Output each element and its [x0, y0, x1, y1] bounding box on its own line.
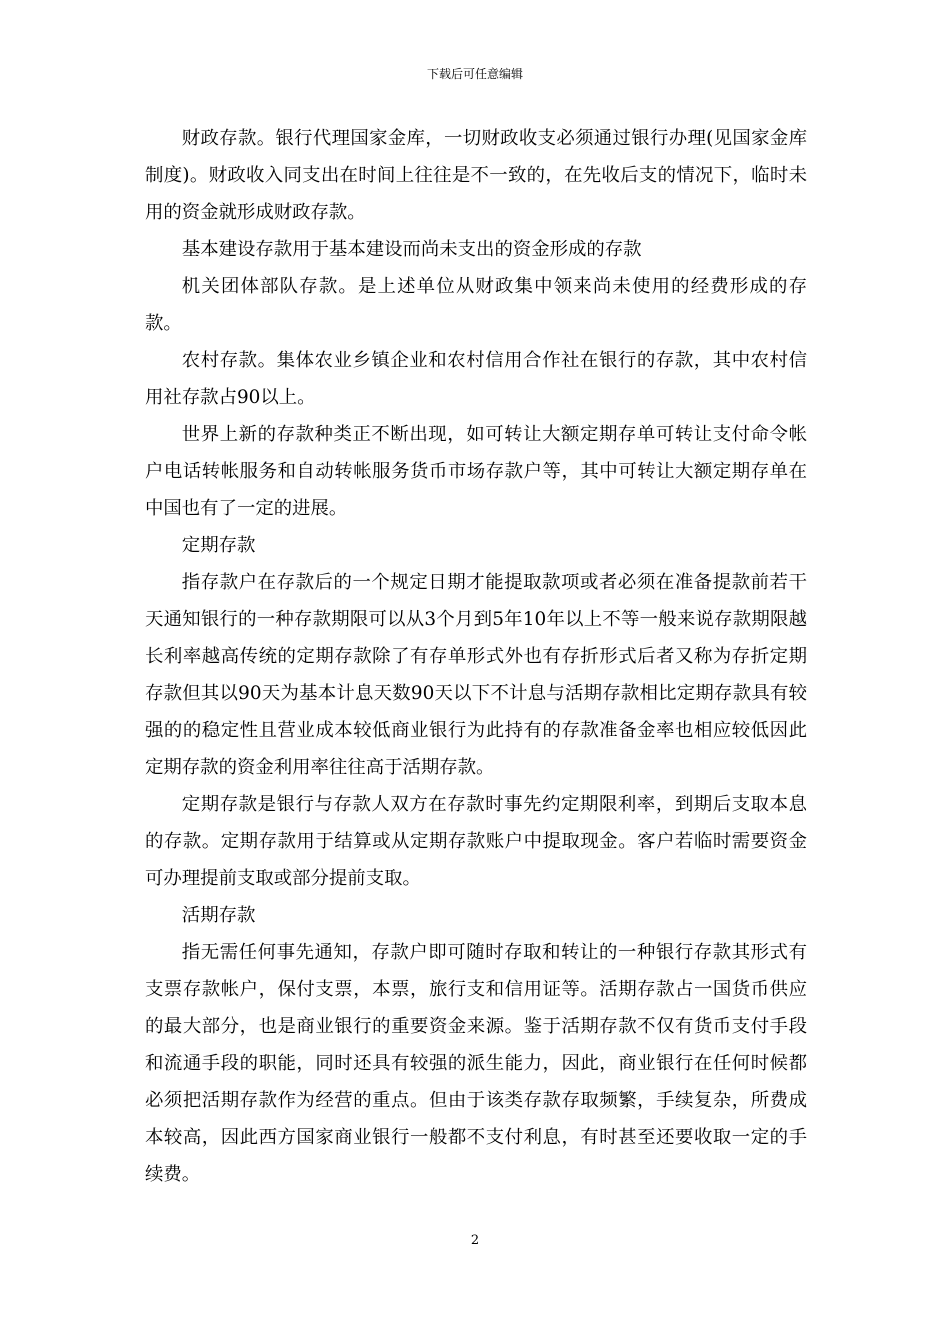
paragraph-capital-construction-deposits: 基本建设存款用于基本建设而尚未支出的资金形成的存款: [181, 239, 642, 260]
page-header: 下载后可任意编辑: [426, 67, 523, 81]
section-heading-time-deposits: 定期存款: [181, 535, 256, 556]
paragraph-time-deposit-definition: 指存款户在存款后的一个规定日期才能提取款项或者必须在准备提款前若干天通知银行的一种存款期限可以从3个月到5年10年以上不等一般来说存款期限越长利率越高传统的定期存款除了有存单形式外也有存折形式后者又称为存折定期存款但其以90天为基本计息天数90天以下不计息与活期存款相比定期存款具有较强的的稳定性且营业成本较低商业银行为此持有的存款准备金率也相应较低因此定期存款的资金利用率往往高于活期存款。: [145, 572, 807, 778]
paragraph-new-deposit-types: 世界上新的存款种类正不断出现，如可转让大额定期存单可转让支付命令帐户电话转帐服务和自动转帐服务货币市场存款户等，其中可转让大额定期存单在中国也有了一定的进展。: [145, 424, 807, 519]
paragraph-time-deposit-agreement: 定期存款是银行与存款人双方在存款时事先约定期限利率，到期后支取本息的存款。定期存款用于结算或从定期存款账户中提取现金。客户若临时需要资金可办理提前支取或部分提前支取。: [145, 794, 807, 889]
document-body: [145, 120, 807, 1193]
paragraph-fiscal-deposits: 财政存款。银行代理国家金库，一切财政收支必须通过银行办理(见国家金库制度)。财政收入同支出在时间上往往是不一致的，在先收后支的情况下，临时未用的资金就形成财政存款。: [145, 128, 807, 223]
paragraph-demand-deposit-definition: 指无需任何事先通知，存款户即可随时存取和转让的一种银行存款其形式有支票存款帐户，保付支票，本票，旅行支和信用证等。活期存款占一国货币供应的最大部分，也是商业银行的重要资金来源。鉴于活期存款不仅有货币支付手段和流通手段的职能，同时还具有较强的派生能力，因此，商业银行在任何时候都必须把活期存款作为经营的重点。但由于该类存款存取频繁，手续复杂，所费成本较高，因此西方国家商业银行一般都不支付利息，有时甚至还要收取一定的手续费。: [145, 942, 807, 1185]
section-heading-demand-deposits: 活期存款: [181, 905, 256, 926]
paragraph-government-agency-deposits: 机关团体部队存款。是上述单位从财政集中领来尚未使用的经费形成的存款。: [145, 276, 807, 334]
paragraph-rural-deposits: 农村存款。集体农业乡镇企业和农村信用合作社在银行的存款，其中农村信用社存款占90以上。: [145, 350, 807, 408]
page-number: 2: [470, 1233, 480, 1248]
